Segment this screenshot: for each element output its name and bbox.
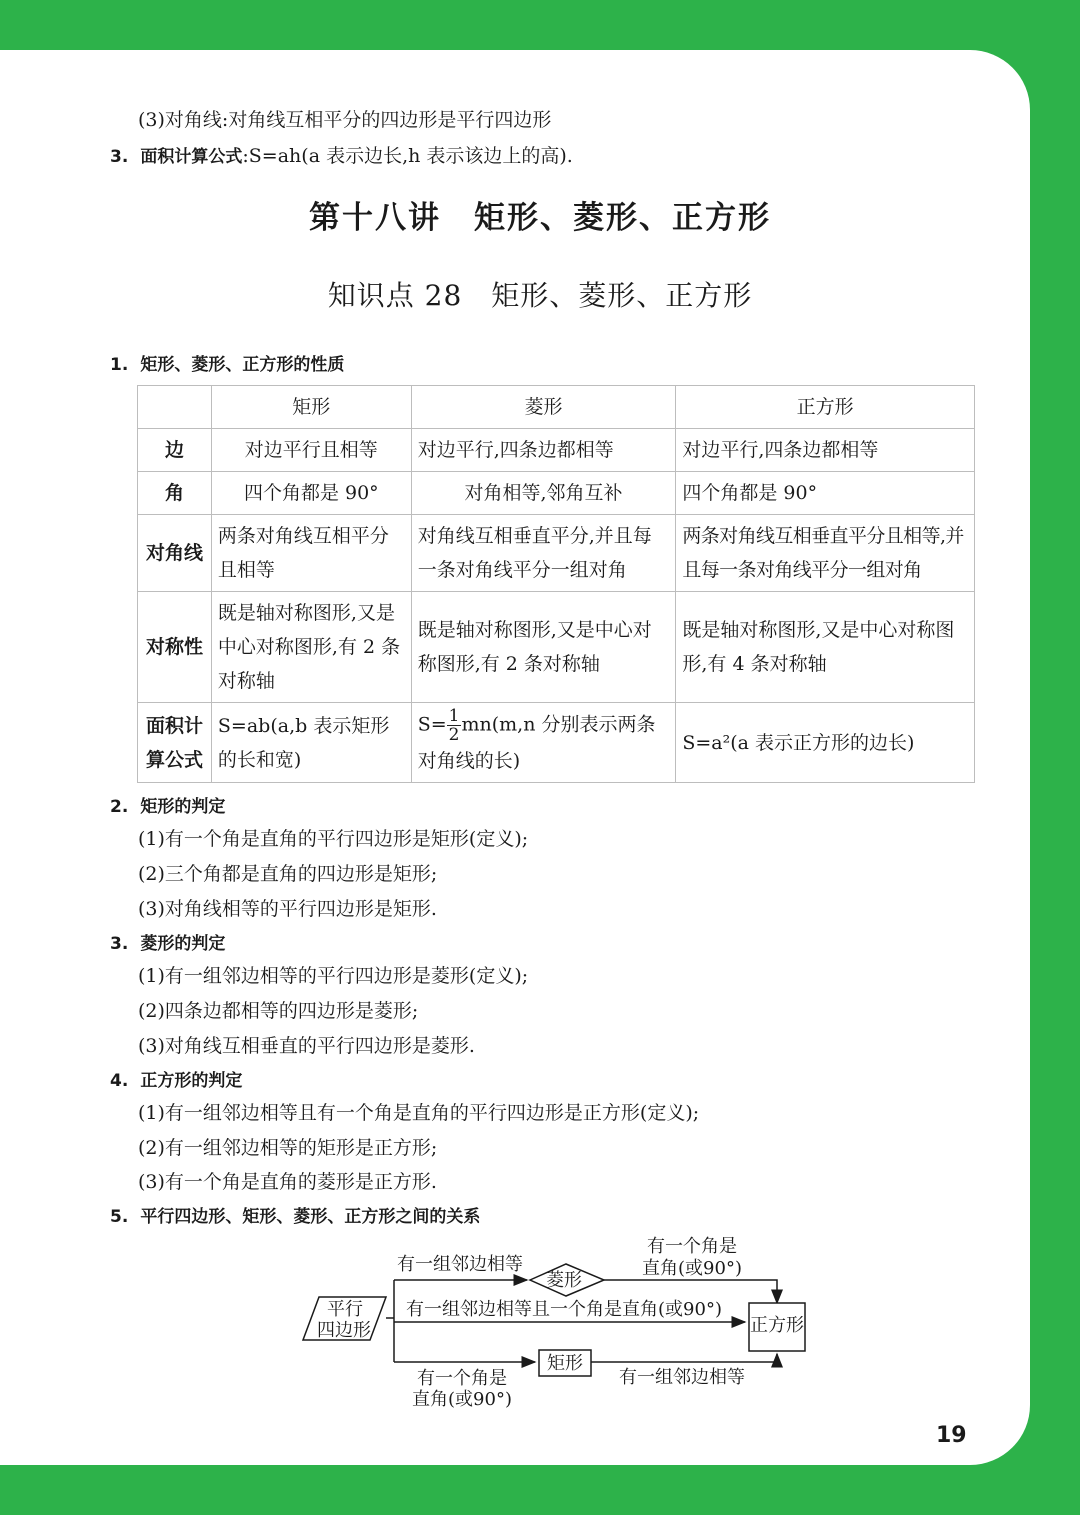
list-item: (1)有一组邻边相等且有一个角是直角的平行四边形是正方形(定义);	[138, 1102, 700, 1124]
knowledge-title: 知识点 28 矩形、菱形、正方形	[327, 279, 753, 312]
section-number: 4.	[110, 1071, 129, 1091]
section-title: 矩形、菱形、正方形的性质	[140, 355, 345, 375]
top-right-condition-1: 有一个角是	[647, 1236, 737, 1257]
lecture-title: 第十八讲 矩形、菱形、正方形	[309, 200, 771, 236]
fraction-denominator: 2	[448, 725, 460, 745]
row-label: 边	[138, 429, 212, 472]
row-label: 角	[138, 472, 212, 515]
table-cell: 既是轴对称图形,又是中心对称图形,有 2 条对称轴	[211, 592, 411, 703]
point-number: 3.	[110, 147, 129, 167]
point-text: :S=ah(a 表示边长,h 表示该边上的高).	[242, 145, 573, 167]
table-cell: 对边平行,四条边都相等	[411, 429, 676, 472]
table-cell: 对角线互相垂直平分,并且每一条对角线平分一组对角	[411, 515, 676, 592]
formula-prefix: S=	[417, 713, 447, 736]
header-square: 正方形	[676, 386, 975, 429]
list-item: (1)有一组邻边相等的平行四边形是菱形(定义);	[138, 965, 529, 987]
table-cell: S=a²(a 表示正方形的边长)	[676, 703, 975, 783]
arrow-rectangle-to-square	[591, 1354, 777, 1362]
list-item: (3)有一个角是直角的菱形是正方形.	[138, 1171, 437, 1193]
row-label: 对称性	[138, 592, 212, 703]
section-number: 2.	[110, 797, 129, 817]
rhombus-label: 菱形	[546, 1270, 582, 1291]
table-cell: 对边平行且相等	[211, 429, 411, 472]
bottom-left-condition-1: 有一个角是	[417, 1368, 507, 1389]
list-item: (3)对角线相等的平行四边形是矩形.	[138, 898, 437, 920]
list-item: (3)对角线互相垂直的平行四边形是菱形.	[138, 1035, 475, 1057]
table-cell: S=ab(a,b 表示矩形的长和宽)	[211, 703, 411, 783]
row-label: 对角线	[138, 515, 212, 592]
section-title: 菱形的判定	[140, 934, 226, 954]
formula-suffix: mn(m,n 分别表示两条对角线的长)	[417, 713, 656, 772]
middle-condition: 有一组邻边相等且一个角是直角(或90°)	[406, 1299, 722, 1320]
list-item: (2)三个角都是直角的四边形是矩形;	[138, 863, 438, 885]
table-cell: 对角相等,邻角互补	[411, 472, 676, 515]
parallelogram-criterion-3: (3)对角线:对角线互相平分的四边形是平行四边形	[138, 109, 552, 131]
row-label: 面积计算公式	[138, 703, 212, 783]
table-cell: 对边平行,四条边都相等	[676, 429, 975, 472]
table-cell: 两条对角线互相垂直平分且相等,并且每一条对角线平分一组对角	[676, 515, 975, 592]
table-cell: 既是轴对称图形,又是中心对称图形,有 2 条对称轴	[411, 592, 676, 703]
table-cell: 四个角都是 90°	[211, 472, 411, 515]
bottom-left-condition-2: 直角(或90°)	[412, 1389, 512, 1410]
section-title: 平行四边形、矩形、菱形、正方形之间的关系	[140, 1207, 481, 1227]
rectangle-label: 矩形	[547, 1353, 583, 1374]
top-left-condition: 有一组邻边相等	[397, 1254, 523, 1275]
square-label: 正方形	[750, 1315, 804, 1336]
fraction-numerator: 1	[448, 706, 460, 726]
top-right-condition-2: 直角(或90°)	[642, 1258, 742, 1279]
table-cell: 四个角都是 90°	[676, 472, 975, 515]
point-label: 面积计算公式	[140, 147, 243, 167]
section-title: 矩形的判定	[140, 797, 226, 817]
table-cell: 既是轴对称图形,又是中心对称图形,有 4 条对称轴	[676, 592, 975, 703]
bottom-right-condition: 有一组邻边相等	[619, 1367, 745, 1388]
list-item: (2)有一组邻边相等的矩形是正方形;	[138, 1137, 438, 1159]
table-cell: 两条对角线互相平分且相等	[211, 515, 411, 592]
header-rectangle: 矩形	[211, 386, 411, 429]
section-number: 5.	[110, 1207, 129, 1227]
page-number: 19	[936, 1423, 967, 1448]
section-number: 3.	[110, 934, 129, 954]
parallelogram-label-2: 四边形	[317, 1320, 371, 1341]
list-item: (2)四条边都相等的四边形是菱形;	[138, 1000, 419, 1022]
list-item: (1)有一个角是直角的平行四边形是矩形(定义);	[138, 828, 529, 850]
parallelogram-label-1: 平行	[327, 1299, 363, 1320]
section-title: 正方形的判定	[140, 1071, 243, 1091]
header-rhombus: 菱形	[411, 386, 676, 429]
section-number: 1.	[110, 355, 129, 375]
